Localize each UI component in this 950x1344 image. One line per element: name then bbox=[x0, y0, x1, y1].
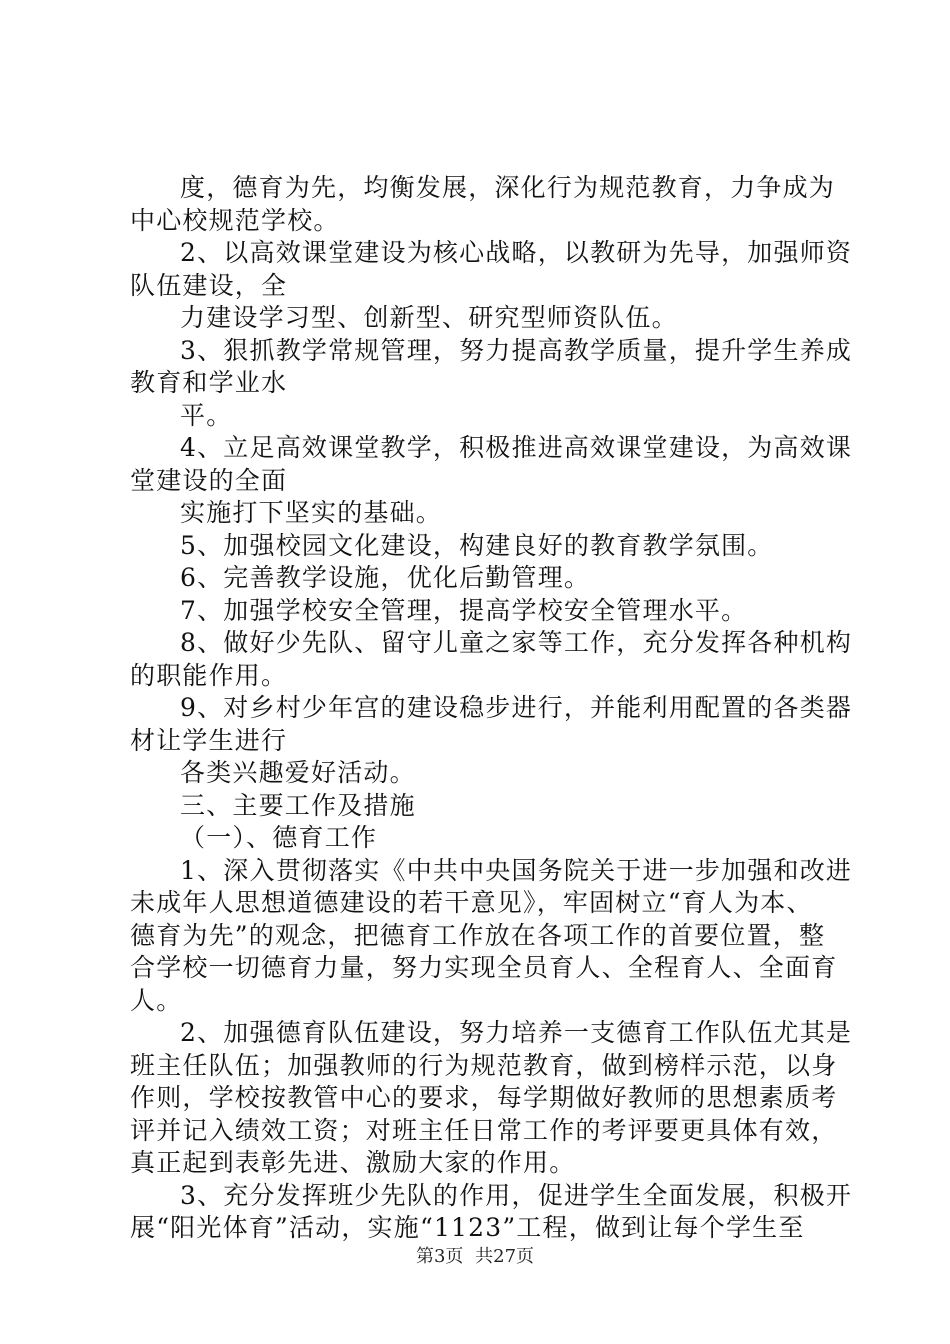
text-line: 人。 bbox=[130, 985, 183, 1015]
text-line: 9、对乡村少年宫的建设稳步进行，并能利用配置的各类器 bbox=[180, 693, 853, 722]
text-line: 的职能作用。 bbox=[130, 660, 288, 690]
text-line: 德育为先”的观念，把德育工作放在各项工作的首要位置，整 bbox=[130, 920, 826, 950]
text-line: 力建设学习型、创新型、研究型师资队伍。 bbox=[180, 303, 678, 332]
text-line: 中心校规范学校。 bbox=[130, 205, 340, 235]
text-line: 教育和学业水 bbox=[130, 368, 288, 397]
text-line: 真正起到表彰先进、激励大家的作用。 bbox=[130, 1148, 576, 1177]
text-line: 平。 bbox=[180, 400, 233, 430]
text-line: 3、狠抓教学常规管理，努力提高教学质量，提升学生养成 bbox=[180, 335, 853, 365]
text-line: 2、以高效课堂建设为核心战略，以教研为先导，加强师资 bbox=[180, 238, 853, 267]
text-line: 各类兴趣爱好活动。 bbox=[180, 758, 416, 787]
text-line: 度，德育为先，均衡发展，深化行为规范教育，力争成为 bbox=[180, 173, 836, 202]
text-line: 作则，学校按教管中心的要求，每学期做好教师的思想素质考 bbox=[130, 1083, 838, 1112]
text-line: 三、主要工作及措施 bbox=[180, 790, 416, 820]
page-number: 第3页 bbox=[415, 1246, 464, 1267]
text-line: 未成年人思想道德建设的若干意见》，牢固树立“育人为本、 bbox=[130, 888, 813, 917]
text-line: 合学校一切德育力量，努力实现全员育人、全程育人、全面育 bbox=[130, 953, 838, 982]
page-total: 共27页 bbox=[475, 1246, 535, 1267]
text-line: 7、加强学校安全管理，提高学校安全管理水平。 bbox=[180, 595, 748, 625]
page-footer bbox=[0, 1245, 950, 1269]
text-line: 班主任队伍；加强教师的行为规范教育，做到榜样示范，以身 bbox=[130, 1050, 838, 1080]
text-line: 4、立足高效课堂教学，积极推进高效课堂建设，为高效课 bbox=[180, 433, 853, 462]
text-line: 材让学生进行 bbox=[130, 725, 288, 755]
text-line: 评并记入绩效工资；对班主任日常工作的考评要更具体有效， bbox=[130, 1115, 838, 1145]
text-line: （一）、德育工作 bbox=[180, 823, 378, 852]
text-line: 展“阳光体育”活动，实施“1123”工程，做到让每个学生至 bbox=[130, 1213, 805, 1242]
text-line: 5、加强校园文化建设，构建良好的教育教学氛围。 bbox=[180, 530, 774, 560]
text-line: 8、做好少先队、留守儿童之家等工作，充分发挥各种机构 bbox=[180, 628, 853, 657]
text-line: 实施打下坚实的基础。 bbox=[180, 498, 443, 527]
text-line: 队伍建设，全 bbox=[130, 270, 288, 300]
text-line: 堂建设的全面 bbox=[130, 465, 288, 495]
text-line: 6、完善教学设施，优化后勤管理。 bbox=[180, 563, 591, 592]
document-body bbox=[130, 172, 853, 1245]
text-line: 3、充分发挥班少先队的作用，促进学生全面发展，积极开 bbox=[180, 1180, 853, 1210]
text-line: 2、加强德育队伍建设，努力培养一支德育工作队伍尤其是 bbox=[180, 1018, 853, 1047]
text-line: 1、深入贯彻落实《中共中央国务院关于进一步加强和改进 bbox=[180, 855, 853, 885]
